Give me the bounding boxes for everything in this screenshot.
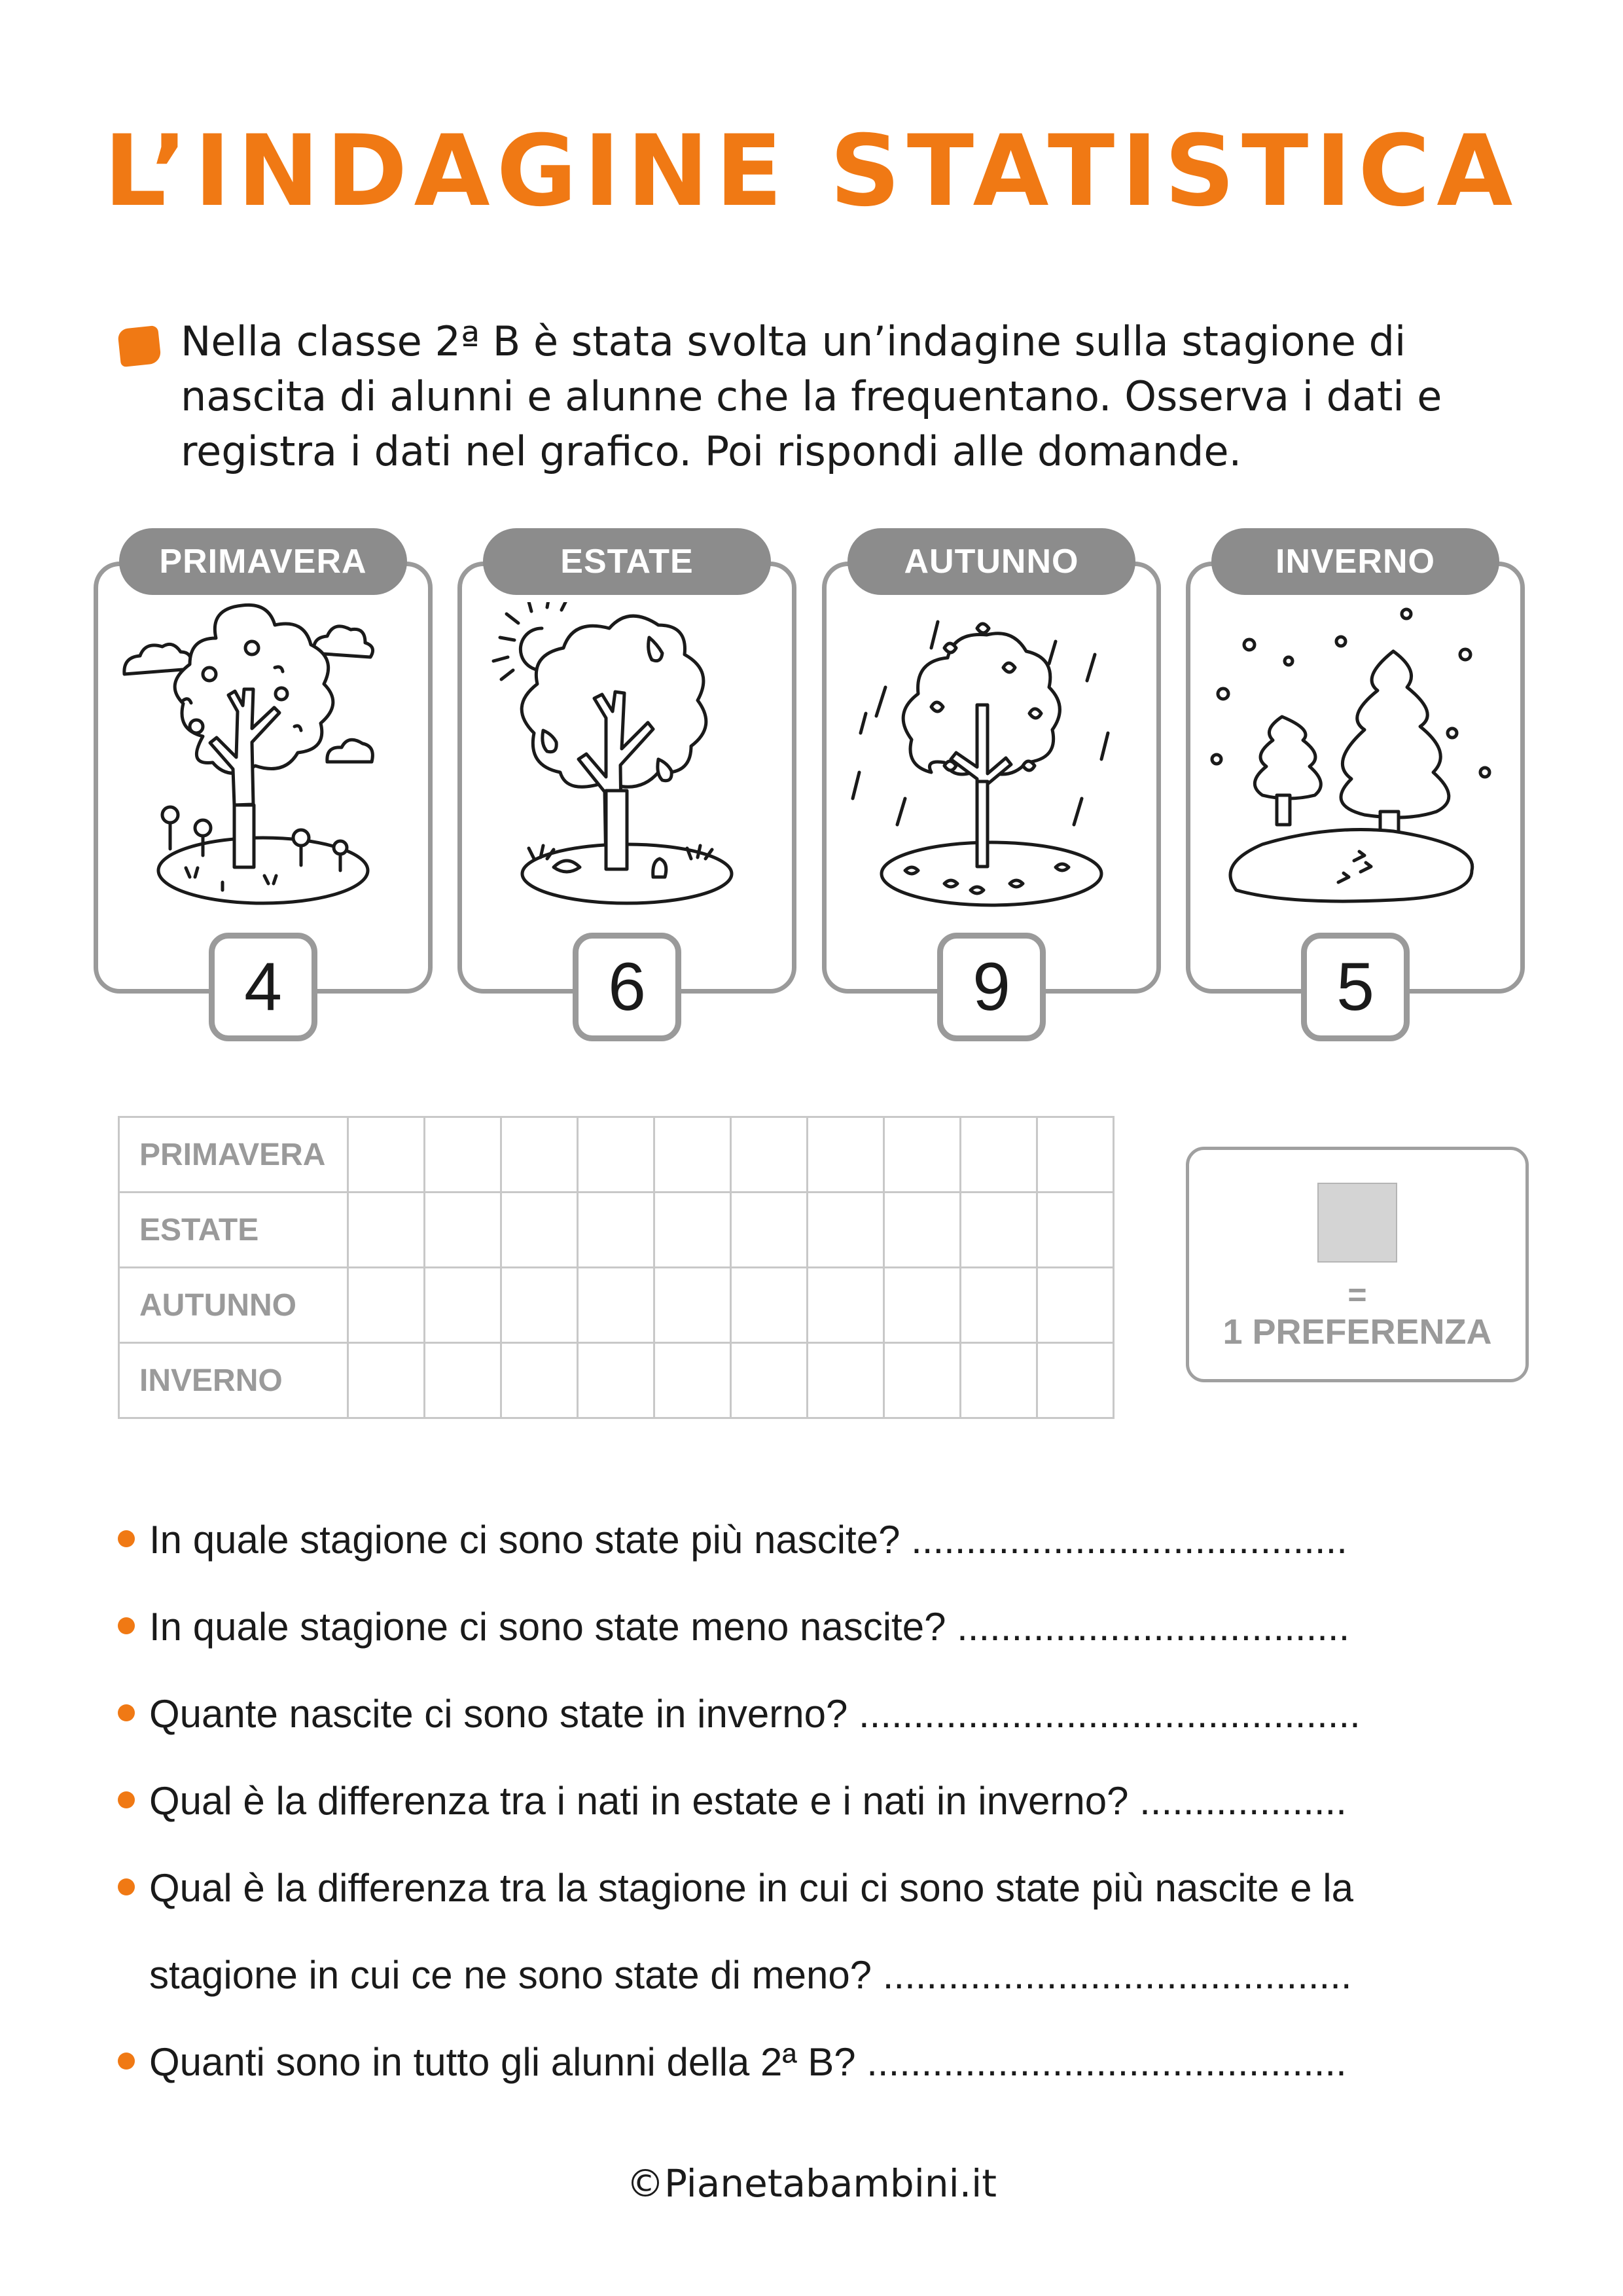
grid-row-label: AUTUNNO: [119, 1268, 348, 1343]
question-item: [118, 1604, 1531, 1649]
grid-row: [119, 1117, 1114, 1193]
grid-cell[interactable]: [884, 1268, 961, 1343]
grid-row: [119, 1193, 1114, 1268]
season-card-estate: [457, 543, 796, 1025]
grid-cell[interactable]: [808, 1268, 884, 1343]
answer-line[interactable]: ............................................: [866, 2040, 1347, 2084]
grid-cell[interactable]: [348, 1117, 425, 1193]
intro-bullet-icon: [117, 325, 162, 367]
grid-cell[interactable]: [425, 1343, 501, 1418]
question-continuation: [149, 1952, 1352, 1998]
intro-text: Nella classe 2ª B è stata svolta un’indagine sulla stagione di nascita di alunni e alunne che la frequentano. Osserva i dati e registra i dati nel grafico. Poi rispondi alle domande.: [181, 317, 1442, 475]
season-count: 5: [1301, 933, 1410, 1041]
grid-cell[interactable]: [961, 1268, 1037, 1343]
season-count: 4: [209, 933, 317, 1041]
grid-row-label: INVERNO: [119, 1343, 348, 1418]
season-card-autunno: [822, 543, 1161, 1025]
grid-cell[interactable]: [1037, 1268, 1114, 1343]
answer-line[interactable]: ...........................................: [882, 1953, 1352, 1997]
grid-cell[interactable]: [961, 1343, 1037, 1418]
question-text: stagione in cui ce ne sono state di meno?: [149, 1953, 872, 1997]
question-text: In quale stagione ci sono state meno nascite?: [149, 1605, 946, 1649]
grid-cell[interactable]: [654, 1343, 731, 1418]
grid-cell[interactable]: [961, 1117, 1037, 1193]
grid-cell[interactable]: [884, 1117, 961, 1193]
grid-cell[interactable]: [348, 1343, 425, 1418]
grid-cell[interactable]: [425, 1268, 501, 1343]
season-label: ESTATE: [483, 528, 771, 595]
pictogram-grid: [118, 1116, 1115, 1419]
grid-cell[interactable]: [501, 1193, 578, 1268]
question-item: [118, 1865, 1531, 1910]
answer-line[interactable]: ....................................: [957, 1605, 1350, 1649]
grid-cell[interactable]: [578, 1117, 654, 1193]
grid-cell[interactable]: [578, 1193, 654, 1268]
grid-cell[interactable]: [731, 1343, 808, 1418]
grid-cell[interactable]: [425, 1193, 501, 1268]
legend-square-icon: [1317, 1183, 1397, 1263]
question-item: [118, 1778, 1531, 1823]
winter-trees-icon: [1210, 602, 1501, 910]
question-text: In quale stagione ci sono state più nascite?: [149, 1518, 901, 1562]
bullet-icon: [118, 1530, 135, 1547]
question-text: Quante nascite ci sono state in inverno?: [149, 1692, 848, 1736]
grid-cell[interactable]: [884, 1193, 961, 1268]
question-item: [118, 1691, 1531, 1736]
bullet-icon: [118, 1617, 135, 1634]
spring-tree-icon: [118, 602, 408, 910]
bullet-icon: [118, 1791, 135, 1808]
legend-equals: =: [1347, 1276, 1367, 1313]
season-label: INVERNO: [1211, 528, 1499, 595]
grid-cell[interactable]: [731, 1268, 808, 1343]
grid-cell[interactable]: [348, 1193, 425, 1268]
grid-cell[interactable]: [501, 1268, 578, 1343]
grid-cell[interactable]: [884, 1343, 961, 1418]
question-text: Qual è la differenza tra la stagione in cui ci sono state più nascite e la: [149, 1866, 1353, 1910]
grid-cell[interactable]: [501, 1343, 578, 1418]
question-item: [118, 2039, 1531, 2085]
question-text: Qual è la differenza tra i nati in estate e i nati in inverno?: [149, 1779, 1129, 1823]
grid-cell[interactable]: [501, 1117, 578, 1193]
legend-box: [1186, 1147, 1529, 1382]
grid-row-label: ESTATE: [119, 1193, 348, 1268]
grid-cell[interactable]: [731, 1193, 808, 1268]
grid-row-label: PRIMAVERA: [119, 1117, 348, 1193]
grid-cell[interactable]: [654, 1268, 731, 1343]
question-item: [118, 1517, 1531, 1562]
bullet-icon: [118, 1704, 135, 1721]
answer-line[interactable]: ..............................................: [859, 1692, 1361, 1736]
grid-row: [119, 1268, 1114, 1343]
grid-row: [119, 1343, 1114, 1418]
bullet-icon: [118, 2053, 135, 2070]
answer-line[interactable]: ........................................: [911, 1518, 1347, 1562]
grid-cell[interactable]: [808, 1343, 884, 1418]
grid-cell[interactable]: [654, 1117, 731, 1193]
grid-cell[interactable]: [808, 1193, 884, 1268]
bullet-icon: [118, 1878, 135, 1895]
season-label: PRIMAVERA: [119, 528, 407, 595]
grid-cell[interactable]: [1037, 1117, 1114, 1193]
grid-cell[interactable]: [578, 1343, 654, 1418]
answer-line[interactable]: ...................: [1139, 1779, 1347, 1823]
grid-cell[interactable]: [808, 1117, 884, 1193]
summer-tree-icon: [482, 602, 772, 910]
question-text: Quanti sono in tutto gli alunni della 2ª B?: [149, 2040, 856, 2084]
season-count: 9: [937, 933, 1046, 1041]
grid-cell[interactable]: [348, 1268, 425, 1343]
footer-credit: ©Pianetabambini.it: [626, 2161, 997, 2206]
legend-text: 1 PREFERENZA: [1222, 1312, 1492, 1352]
grid-cell[interactable]: [425, 1117, 501, 1193]
season-count: 6: [573, 933, 681, 1041]
grid-cell[interactable]: [578, 1268, 654, 1343]
grid-cell[interactable]: [654, 1193, 731, 1268]
season-label: AUTUNNO: [847, 528, 1135, 595]
page-title: L’INDAGINE STATISTICA: [103, 115, 1520, 228]
grid-cell[interactable]: [961, 1193, 1037, 1268]
autumn-tree-icon: [846, 602, 1137, 910]
grid-cell[interactable]: [1037, 1193, 1114, 1268]
season-card-primavera: [94, 543, 433, 1025]
season-card-inverno: [1186, 543, 1525, 1025]
grid-cell[interactable]: [1037, 1343, 1114, 1418]
grid-cell[interactable]: [731, 1117, 808, 1193]
